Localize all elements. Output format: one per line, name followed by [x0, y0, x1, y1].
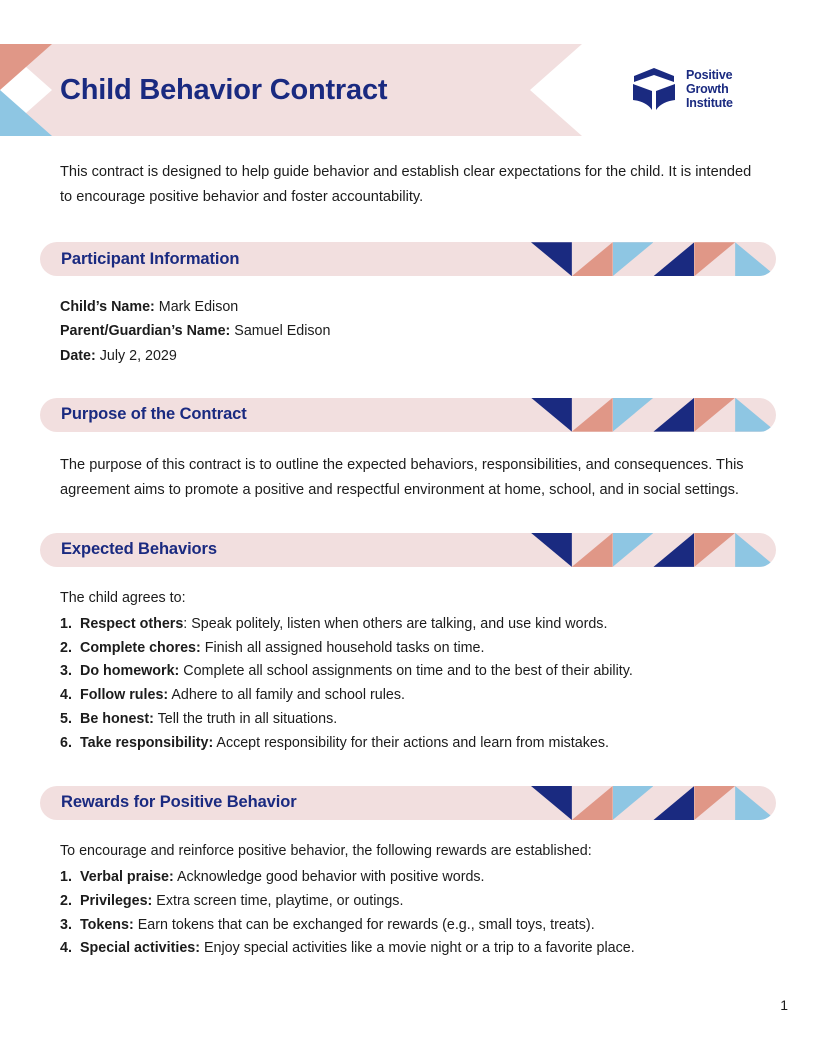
pattern-cell [735, 533, 776, 567]
field-date [60, 344, 754, 368]
list-number: 5. [60, 711, 72, 728]
pattern-cell [735, 398, 776, 432]
list-term: Do homework: [80, 663, 180, 680]
section-body-participant-information [60, 295, 754, 367]
pattern-cell [653, 242, 694, 276]
list-item [60, 890, 754, 914]
list-number: 3. [60, 916, 72, 933]
pattern-cell [735, 242, 776, 276]
list-text: Earn tokens that can be exchanged for rewards (e.g., small toys, treats). [133, 916, 595, 933]
pattern-cell [613, 786, 654, 820]
list-text: Extra screen time, playtime, or outings. [152, 892, 404, 909]
list-number: 4. [60, 687, 72, 704]
list-term: Respect others [80, 615, 184, 632]
triangle-pattern-decoration [531, 533, 776, 567]
list-term: Be honest: [80, 711, 154, 728]
list-text: Adhere to all family and school rules. [168, 687, 405, 704]
field-child-name [60, 295, 754, 319]
list-number: 2. [60, 892, 72, 909]
pattern-cell [572, 242, 613, 276]
section-header-purpose-of-the-contract [40, 398, 776, 432]
pattern-cell [531, 533, 572, 567]
list-number: 6. [60, 735, 72, 752]
section-body-expected-behaviors [60, 587, 754, 756]
list-item [60, 613, 754, 637]
list-text: Accept responsibility for their actions and learn from mistakes. [213, 735, 609, 752]
document-body [0, 136, 816, 961]
list-item [60, 708, 754, 732]
list-term: Complete chores: [80, 639, 201, 656]
pattern-cell [613, 533, 654, 567]
pattern-cell [735, 786, 776, 820]
pattern-cell [572, 786, 613, 820]
page-number: 1 [780, 997, 788, 1013]
field-label: Child’s Name: [60, 299, 155, 316]
pattern-cell [572, 533, 613, 567]
section-header-participant-information [40, 242, 776, 276]
field-value: July 2, 2029 [99, 347, 177, 364]
pattern-cell [653, 398, 694, 432]
list-text: Complete all school assignments on time and to the best of their ability. [179, 663, 633, 680]
list-item [60, 937, 754, 961]
field-value: Mark Edison [158, 299, 239, 316]
section-header-rewards-for-positive-behavior [40, 786, 776, 820]
list-term: Special activities: [80, 940, 200, 957]
brand-name-line-1: Positive [686, 67, 733, 82]
pattern-cell [531, 398, 572, 432]
list-text: Finish all assigned household tasks on time. [200, 639, 485, 656]
list-text: Tell the truth in all situations. [153, 711, 338, 728]
pattern-cell [531, 786, 572, 820]
pattern-cell [572, 398, 613, 432]
list-number: 4. [60, 940, 72, 957]
list-item [60, 732, 754, 756]
pattern-cell [694, 242, 735, 276]
list-item [60, 866, 754, 890]
pattern-cell [694, 786, 735, 820]
section-title: Purpose of the Contract [61, 405, 247, 424]
field-label: Date: [60, 347, 96, 364]
triangle-pattern-decoration [531, 242, 776, 276]
list-text: Speak politely, listen when others are talking, and use kind words. [187, 615, 608, 632]
list-term: Follow rules: [80, 687, 169, 704]
pattern-cell [613, 398, 654, 432]
brand-name-line-2: Growth [686, 81, 729, 96]
triangle-pattern-decoration [531, 398, 776, 432]
pattern-cell [531, 242, 572, 276]
pattern-cell [694, 533, 735, 567]
section-header-expected-behaviors [40, 533, 776, 567]
list-text: Enjoy special activities like a movie night or a trip to a favorite place. [200, 940, 635, 957]
triangle-pattern-decoration [531, 786, 776, 820]
page-title: Child Behavior Contract [60, 73, 388, 106]
brand-name [686, 68, 733, 110]
pattern-cell [653, 786, 694, 820]
list-number: 3. [60, 663, 72, 680]
list-number: 1. [60, 615, 72, 632]
purpose-paragraph: The purpose of this contract is to outline the expected behaviors, responsibilities, and consequences. This agreement aims to promote a positive and respectful environment at home, school, and in social settings. [60, 456, 744, 498]
pattern-cell [694, 398, 735, 432]
pattern-cell [653, 533, 694, 567]
list-text: Acknowledge good behavior with positive words. [173, 868, 485, 885]
pattern-cell [613, 242, 654, 276]
behaviors-lead-in: The child agrees to: [60, 589, 186, 606]
intro-paragraph: This contract is designed to help guide behavior and establish clear expectations for the child. It is intended to encourage positive behavior and foster accountability. [60, 164, 752, 206]
list-term: Tokens: [80, 916, 134, 933]
list-item [60, 660, 754, 684]
list-term: Privileges: [80, 892, 153, 909]
open-book-logo-icon [631, 67, 677, 111]
expected-behaviors-list [60, 613, 754, 756]
list-item [60, 637, 754, 661]
list-item [60, 684, 754, 708]
brand-logo [631, 64, 781, 114]
field-parent-guardian-name [60, 319, 754, 343]
brand-name-line-3: Institute [686, 96, 733, 111]
list-number: 2. [60, 639, 72, 656]
section-body-rewards-for-positive-behavior [60, 840, 754, 961]
rewards-list [60, 866, 754, 962]
section-title: Expected Behaviors [61, 540, 217, 559]
rewards-lead-in: To encourage and reinforce positive behavior, the following rewards are established: [60, 842, 592, 859]
list-number: 1. [60, 868, 72, 885]
list-separator: : [183, 615, 188, 632]
list-item [60, 914, 754, 938]
list-term: Verbal praise: [80, 868, 174, 885]
field-value: Samuel Edison [234, 323, 331, 340]
participant-fields [60, 295, 754, 367]
section-title: Participant Information [61, 249, 240, 268]
field-label: Parent/Guardian’s Name: [60, 323, 231, 340]
section-title: Rewards for Positive Behavior [61, 793, 297, 812]
list-term: Take responsibility: [80, 735, 214, 752]
section-body-purpose-of-the-contract [60, 453, 754, 503]
